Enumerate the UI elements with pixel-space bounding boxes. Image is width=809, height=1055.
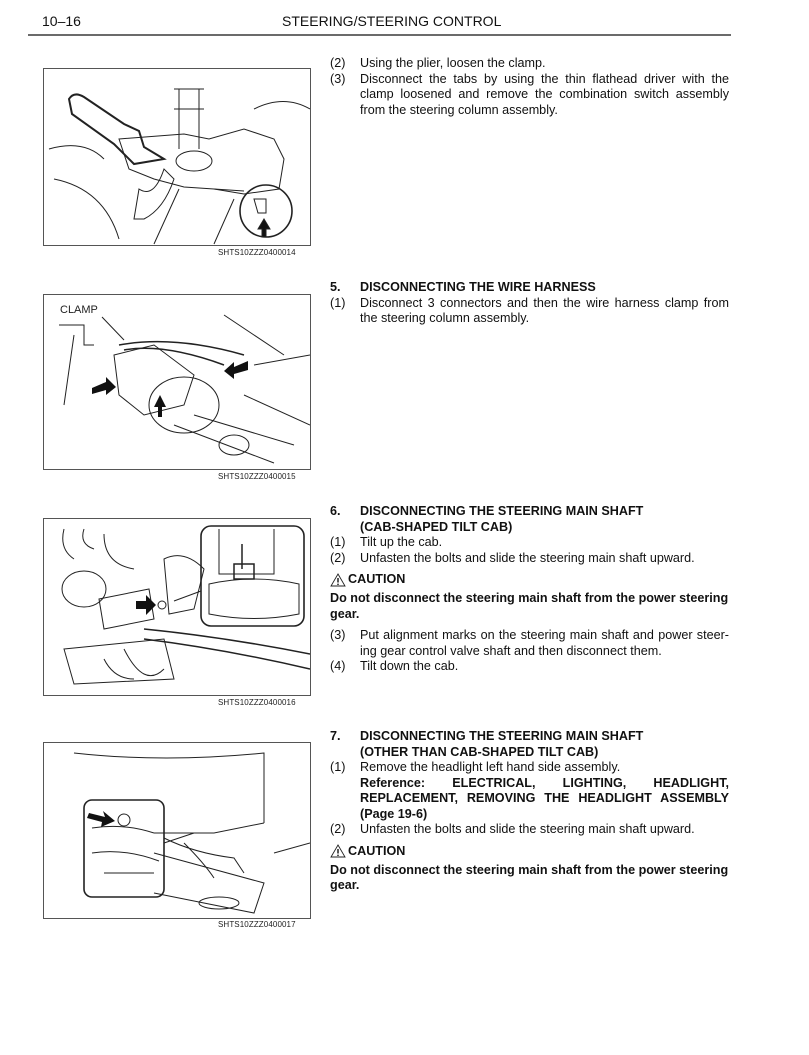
warning-triangle-icon [330, 573, 346, 587]
step-text: Unfasten the bolts and slide the steering main shaft upward. [360, 822, 695, 836]
step [330, 535, 729, 551]
step [330, 628, 729, 659]
step-text: Remove the headlight left hand side assembly. [360, 760, 621, 774]
header-rule [28, 34, 731, 36]
step-text: Disconnect 3 connectors and then the wire harness clamp from the steering column assembly. [360, 295, 729, 325]
warning-triangle-icon [330, 844, 346, 858]
caution-text: Do not disconnect the steering main shaft from the power steering gear. [330, 591, 729, 621]
section-heading [330, 280, 729, 296]
section-subtitle: (CAB-SHAPED TILT CAB) [360, 519, 513, 534]
caution-text: Do not disconnect the steering main shaft from the power steering gear. [330, 862, 729, 893]
section-number: 6. [330, 504, 341, 518]
step-number: (2) [330, 822, 346, 836]
step-text: Tilt up the cab. [360, 535, 443, 549]
step-number: (1) [330, 295, 346, 310]
caution-block [330, 572, 729, 622]
section-subtitle: (OTHER THAN CAB-SHAPED TILT CAB) [360, 744, 599, 759]
figure-combination-switch [43, 68, 311, 246]
step-number: (3) [330, 71, 346, 86]
step-number: (4) [330, 659, 346, 674]
figure-steering-main-shaft-other [43, 742, 311, 919]
step-number: (2) [330, 56, 346, 70]
step [330, 760, 729, 822]
step [330, 659, 729, 675]
figure-steering-main-shaft-tilt-cab [43, 518, 311, 696]
section-6 [330, 504, 729, 675]
step-text: Disconnect the tabs by using the thin flathead driver with the clamp loosened and remove the combination switch assembly from the steering column assembly. [360, 71, 729, 117]
caution-label: CAUTION [348, 572, 406, 586]
caution-label: CAUTION [348, 843, 406, 858]
section-4-steps [330, 56, 729, 118]
section-heading [330, 504, 729, 535]
step [330, 56, 729, 72]
section-heading [330, 729, 729, 760]
section-number: 7. [330, 729, 341, 743]
section-title: DISCONNECTING THE STEERING MAIN SHAFT [360, 504, 644, 518]
step [330, 72, 729, 119]
step-text: Using the plier, loosen the clamp. [360, 56, 546, 70]
step [330, 551, 729, 567]
step-number: (3) [330, 628, 346, 643]
section-title: DISCONNECTING THE STEERING MAIN SHAFT [360, 729, 644, 743]
page-number: 10–16 [42, 13, 81, 29]
section-number: 5. [330, 280, 341, 294]
step-text: Tilt down the cab. [360, 659, 459, 674]
step [330, 296, 729, 327]
section-7 [330, 729, 729, 894]
figure-id: SHTS10ZZZ0400015 [218, 472, 296, 481]
step-number: (1) [330, 760, 346, 774]
clamp-callout: CLAMP [60, 304, 98, 316]
step [330, 822, 729, 838]
section-5 [330, 280, 729, 327]
figure-id: SHTS10ZZZ0400014 [218, 248, 296, 257]
caution-block [330, 844, 729, 894]
reference-link[interactable]: Reference: ELECTRICAL, LIGHTING, HEADLIGHT, REPLACEMENT, REMOVING THE HEADLIGHT ASSEMBLY (Page 19-6) [360, 775, 729, 821]
step-number: (1) [330, 535, 346, 549]
step-number: (2) [330, 550, 346, 565]
figure-wire-harness [43, 294, 311, 470]
step-text: Unfasten the bolts and slide the steering main shaft upward. [360, 550, 695, 565]
figure-id: SHTS10ZZZ0400016 [218, 698, 296, 707]
section-title: DISCONNECTING THE WIRE HARNESS [360, 280, 596, 294]
figure-id: SHTS10ZZZ0400017 [218, 920, 296, 929]
page-title: STEERING/STEERING CONTROL [282, 13, 502, 29]
step-text: Put alignment marks on the steering main shaft and power steer-ing gear control valve shaft and then disconnect them. [360, 628, 729, 658]
